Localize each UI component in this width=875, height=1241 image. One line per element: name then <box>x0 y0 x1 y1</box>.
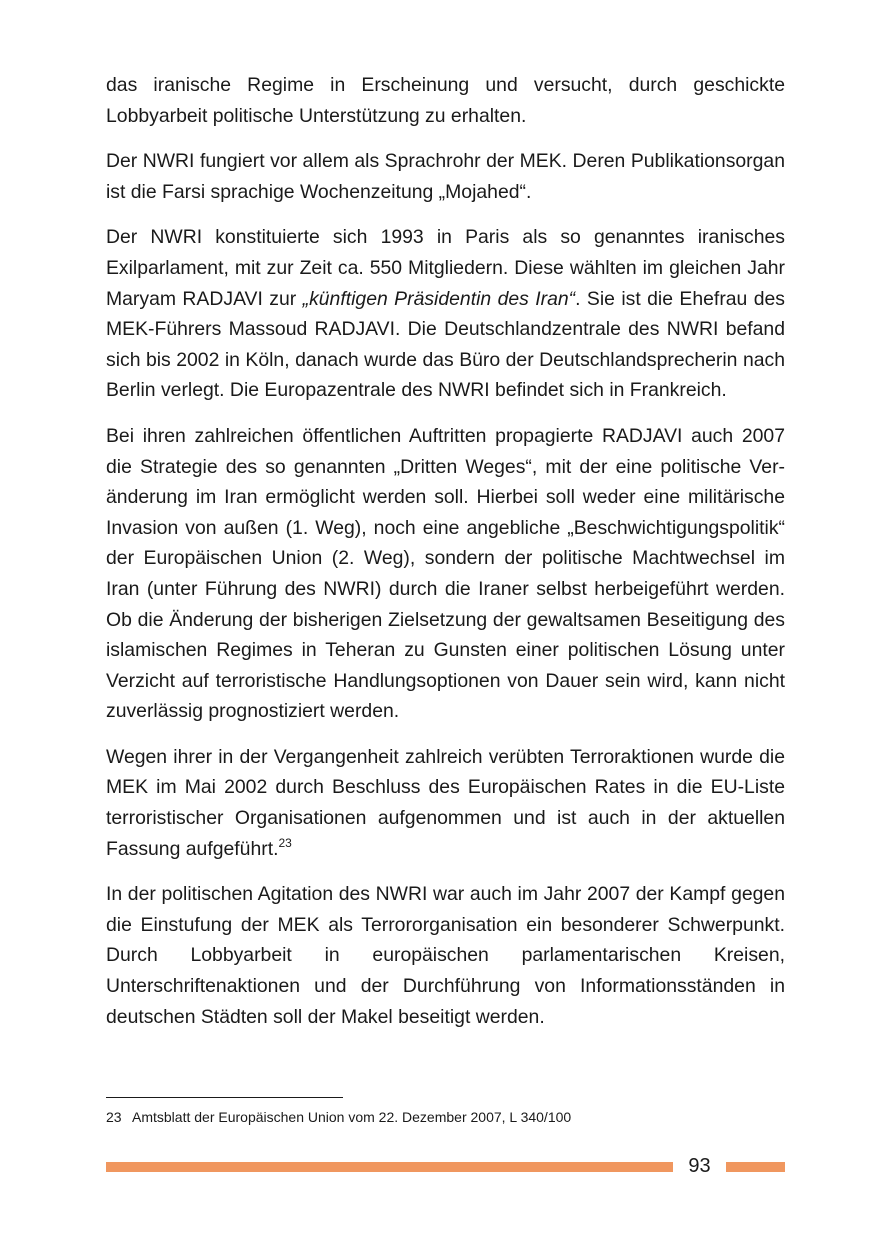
paragraph-3 <box>106 222 785 406</box>
paragraph-1-text: das iranische Regime in Erscheinung und versucht, durch geschickte Lobbyarbeit politische Unterstützung zu erhalten. <box>106 74 785 127</box>
page-body <box>106 70 785 1047</box>
paragraph-5-text: Wegen ihrer in der Vergangenheit zahlreich verübten Terroraktionen wurde die MEK im Mai 2002 durch Beschluss des Europäischen Rates in die EU-Liste terroristischer Organisationen aufgenommen und ist auch in der aktuellen Fassung aufgeführt. <box>106 745 785 860</box>
paragraph-6-text: In der politischen Agitation des NWRI war auch im Jahr 2007 der Kampf gegen die Einstufung der MEK als Terrororganisation ein besonderer Schwerpunkt. Durch Lobbyarbeit in europäischen parlamentarischen Kreisen, Unterschriftenaktionen und der Durchführung von Informationsständen in deutschen Städten soll der Makel beseitigt werden. <box>106 883 785 1028</box>
paragraph-6 <box>106 879 785 1032</box>
footer-accent-bar-left <box>106 1162 673 1172</box>
page-number: 93 <box>688 1155 711 1177</box>
paragraph-5 <box>106 742 785 864</box>
paragraph-3-text-before: Der NWRI konstituierte sich 1993 in Paris als so genanntes iranisches Exilparlament, mit zur Zeit ca. 550 Mitgliedern. Diese wählten im gleichen Jahr Maryam RADJAVI zur <box>106 226 785 310</box>
footer-accent-bar-right <box>726 1162 785 1172</box>
paragraph-3-text-after: . Sie ist die Ehefrau des MEK-Führers Massoud RADJAVI. Die Deutschlandzentrale des NWRI befand sich bis 2002 in Köln, danach wurde das Büro der Deutschlandsprecherin nach Berlin verlegt. Die Europazentrale des NWRI befindet sich in Frankreich. <box>106 287 786 402</box>
paragraph-4-text: Bei ihren zahlreichen öffentlichen Auftritten propagierte RADJAVI auch 2007 die Strategie des so genannten „Dritten Weges“, mit der eine politische Veränderung im Iran ermöglicht werden soll. Hierbei soll weder eine militärische Invasion von außen (1. Weg), noch eine angebliche „Beschwichtigungspolitik“ der Europäischen Union (2. Weg), sondern der politische Machtwechsel im Iran (unter Führung des NWRI) durch die Iraner selbst herbeigeführt werden. Ob die Änderung der bisherigen Zielsetzung der gewaltsamen Beseitigung des islamischen Regimes in Teheran zu Gunsten einer politischen Lösung unter Verzicht auf terroristische Handlungsoptionen von Dauer sein wird, kann nicht zuverlässig prognostiziert werden. <box>106 424 785 723</box>
footnote-reference[interactable]: 23 <box>278 835 292 850</box>
footnote-divider <box>106 1097 343 1098</box>
paragraph-3-italic-quote: „künftigen Präsidentin des Iran“ <box>302 287 576 310</box>
footnote-number: 23 <box>106 1109 122 1125</box>
paragraph-2 <box>106 146 785 207</box>
paragraph-2-text: Der NWRI fungiert vor allem als Sprachrohr der MEK. Deren Publikationsorgan ist die Farsi sprachige Wochenzeitung „Mojahed“. <box>106 150 785 203</box>
paragraph-1 <box>106 70 785 131</box>
footnote <box>106 1107 785 1127</box>
paragraph-4 <box>106 421 785 727</box>
footnote-text: Amtsblatt der Europäischen Union vom 22. Dezember 2007, L 340/100 <box>132 1109 572 1125</box>
